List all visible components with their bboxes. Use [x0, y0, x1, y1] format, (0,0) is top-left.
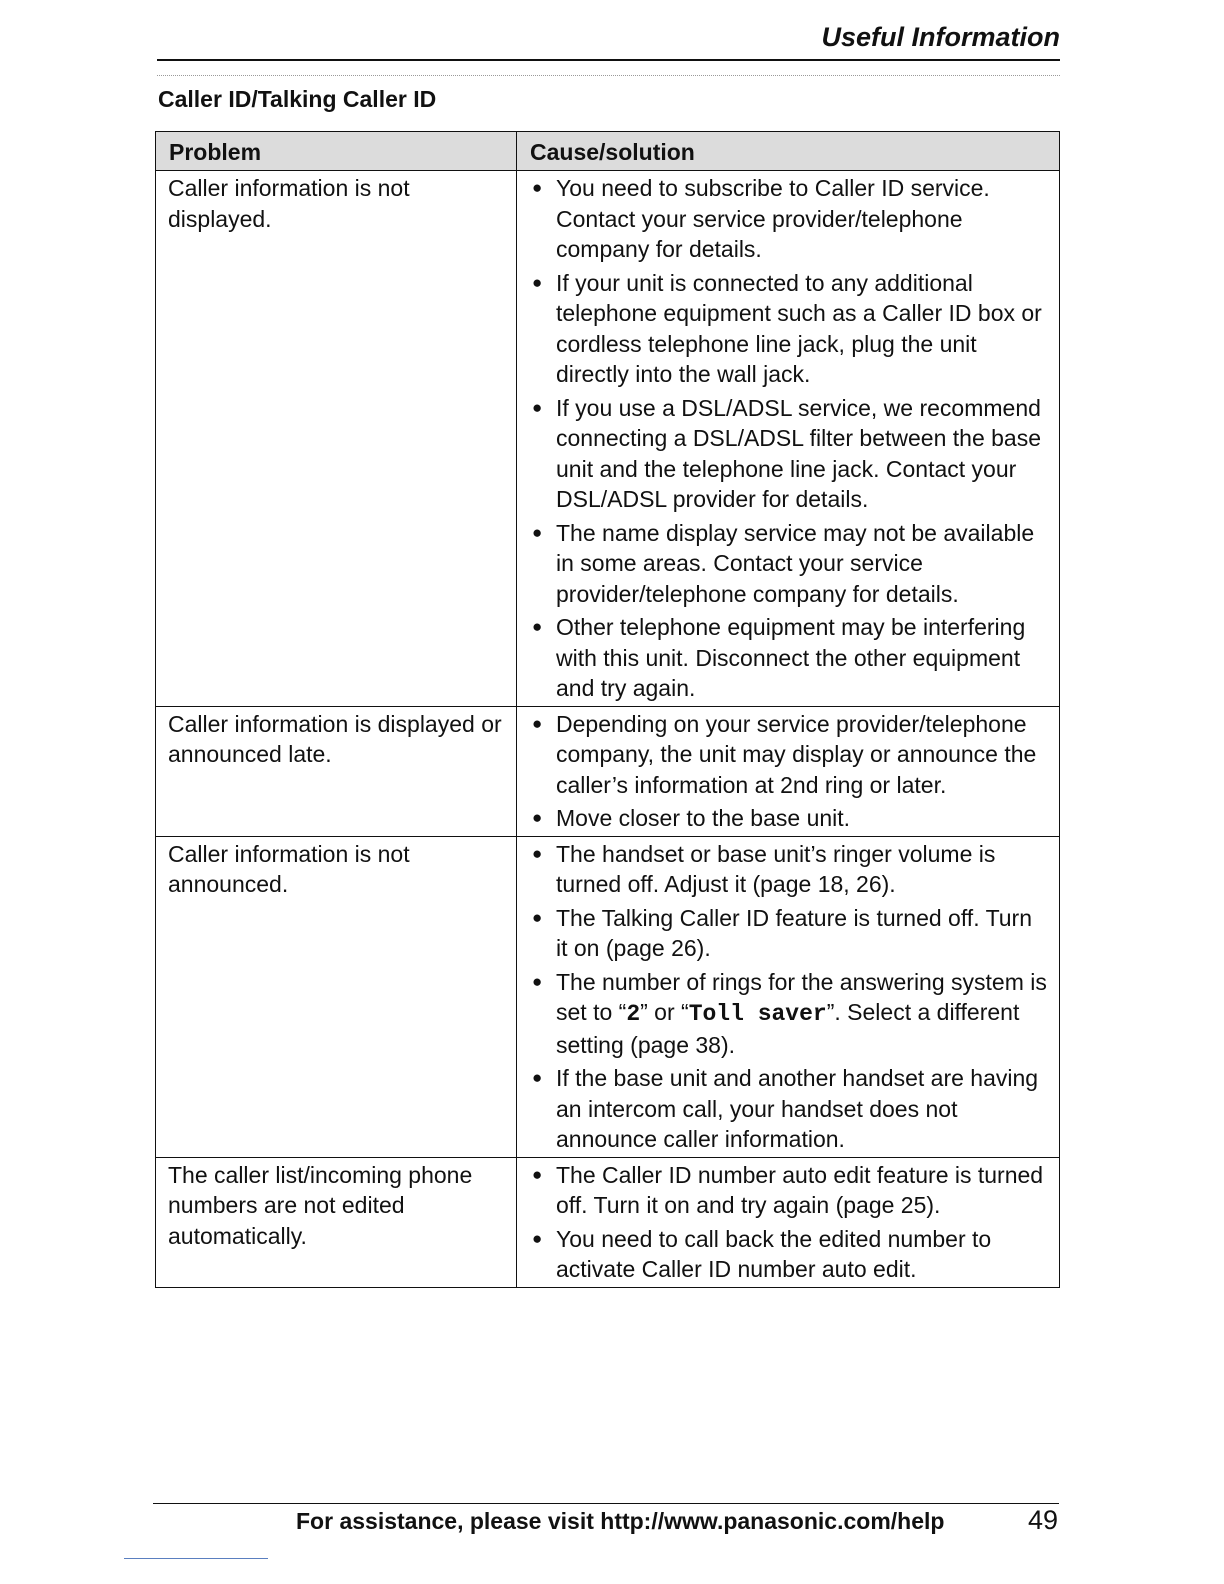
table-row [156, 1157, 1060, 1287]
header-rule [157, 59, 1060, 61]
solution-list [529, 839, 1047, 1155]
solution-text: The number of rings for the answering system is set to “ [556, 968, 1047, 1025]
bottom-edge-line [124, 1558, 268, 1559]
table-header-row [156, 132, 1060, 171]
solution-cell [517, 706, 1060, 836]
footer-rule [153, 1503, 1059, 1504]
solution-item: ● The name display service may not be available in some areas. Contact your service provider/telephone company for details. [529, 518, 1047, 610]
solution-item: ● If you use a DSL/ADSL service, we recommend connecting a DSL/ADSL filter between the base unit and the telephone line jack. Contact your DSL/ADSL provider for details. [529, 393, 1047, 515]
solution-item: ● The Caller ID number auto edit feature is turned off. Turn it on and try again (page 25). [529, 1160, 1047, 1221]
solution-item: ● You need to call back the edited number to activate Caller ID number auto edit. [529, 1224, 1047, 1285]
solution-item: ● The handset or base unit’s ringer volume is turned off. Adjust it (page 18, 26). [529, 839, 1047, 900]
solution-cell [517, 171, 1060, 707]
solution-item [529, 967, 1047, 1061]
problem-cell: Caller information is displayed or announced late. [156, 706, 517, 836]
header-title: Useful Information [821, 22, 1060, 52]
problem-cell: Caller information is not displayed. [156, 171, 517, 707]
table-row [156, 171, 1060, 707]
solution-item: ● Depending on your service provider/telephone company, the unit may display or announce the caller’s information at 2nd ring or later. [529, 709, 1047, 801]
header-dotted-rule [157, 75, 1060, 76]
solution-item: ● You need to subscribe to Caller ID service. Contact your service provider/telephone company for details. [529, 173, 1047, 265]
solution-item: ● If your unit is connected to any additional telephone equipment such as a Caller ID box or cordless telephone line jack, plug the unit directly into the wall jack. [529, 268, 1047, 390]
setting-value-code: 2 [626, 1001, 641, 1027]
solution-text: ”. Select a different setting (page 38). [556, 999, 1020, 1058]
solution-cell [517, 836, 1060, 1157]
solution-item: ● The Talking Caller ID feature is turned off. Turn it on (page 26). [529, 903, 1047, 964]
footer-help-text: For assistance, please visit http://www.panasonic.com/help [296, 1508, 945, 1534]
problem-cell: Caller information is not announced. [156, 836, 517, 1157]
section-title: Caller ID/Talking Caller ID [158, 86, 437, 112]
solution-list [529, 173, 1047, 704]
header-problem: Problem [156, 132, 517, 171]
table-row [156, 706, 1060, 836]
problem-cell: The caller list/incoming phone numbers are not edited automatically. [156, 1157, 517, 1287]
solution-list [529, 709, 1047, 834]
solution-cell [517, 1157, 1060, 1287]
solution-item: ● If the base unit and another handset are having an intercom call, your handset does not announce caller information. [529, 1063, 1047, 1155]
solution-item: ● Move closer to the base unit. [529, 803, 1047, 834]
header-cause-solution: Cause/solution [517, 132, 1060, 171]
solution-text: ” or “ [640, 999, 689, 1025]
setting-value-code: Toll saver [688, 1001, 827, 1027]
solution-item: ● Other telephone equipment may be interfering with this unit. Disconnect the other equipment and try again. [529, 612, 1047, 704]
solution-list [529, 1160, 1047, 1285]
table-row [156, 836, 1060, 1157]
page-number: 49 [1027, 1505, 1058, 1535]
troubleshooting-table [155, 131, 1060, 1288]
